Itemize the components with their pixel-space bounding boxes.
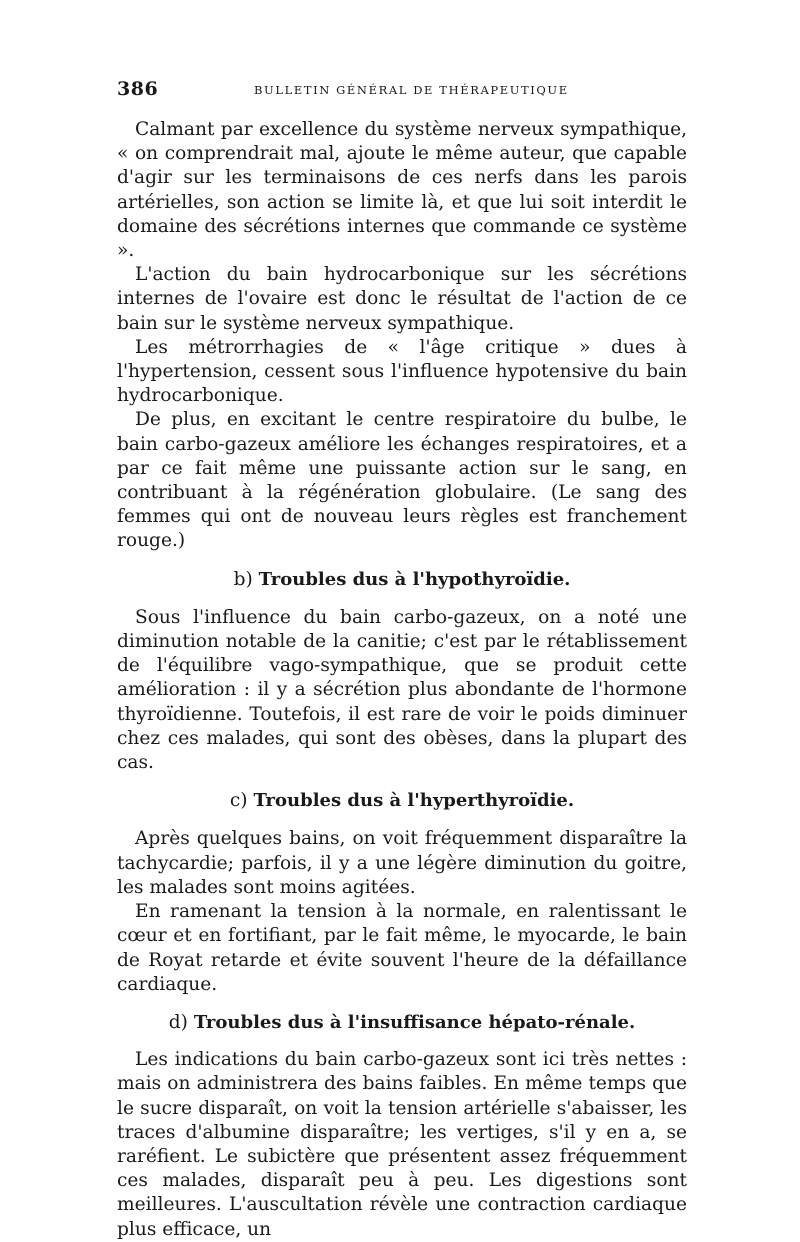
section-letter: c): [229, 790, 248, 812]
page-header: [117, 78, 707, 102]
paragraph: Les métrorrhagies de « l'âge critique » dues à l'hypertension, cessent sous l'influence hypotensive du bain hydrocarbonique.: [117, 336, 687, 407]
section-heading-d: [117, 1011, 687, 1035]
section-heading-b: [117, 568, 687, 592]
paragraph: L'action du bain hydrocarbonique sur les sécrétions internes de l'ovaire est donc le résultat de l'action de ce bain sur le système nerveux sympathique.: [117, 264, 687, 334]
running-title: BULLETIN GÉNÉRAL DE THÉRAPEUTIQUE: [254, 83, 569, 97]
paragraph: Après quelques bains, on voit fréquemment disparaître la tachycardie; parfois, il y a une légère diminution du goitre, les malades sont moins agitées.: [117, 828, 687, 898]
section-title: Troubles dus à l'insuffisance hépato-rénale.: [193, 1011, 636, 1033]
paragraph: Sous l'influence du bain carbo-gazeux, on a noté une diminution notable de la canitie; c'est par le rétablissement de l'équilibre vago-sympathique, que se produit cette amélioration : il y a sécrétion plus abondante de l'hormone thyroïdienne. Toutefois, il est rare de voir le poids diminuer chez ces malades, qui sont des obèses, dans la plupart des cas.: [117, 606, 687, 774]
paragraph: De plus, en excitant le centre respiratoire du bulbe, le bain carbo-gazeux améliore les échanges respiratoires, et a par ce fait même une puissante action sur le sang, en contribuant à la régénération globulaire. (Le sang des femmes qui ont de nouveau leurs règles est franchement rouge.): [117, 409, 687, 552]
body-text: [117, 118, 687, 1242]
paragraph: Les indications du bain carbo-gazeux sont ici très nettes : mais on administrera des bains faibles. En même temps que le sucre disparaît, on voit la tension artérielle s'abaisser, les traces d'albumine disparaître; les vertiges, s'il y en a, se raréfient. Le subictère que présentent assez fréquemment ces malades, disparaît peu à peu. Les digestions sont meilleures. L'auscultation révèle une contraction cardiaque plus efficace, un: [117, 1049, 687, 1240]
paragraph: En ramenant la tension à la normale, en ralentissant le cœur et en fortifiant, par le fait même, le myocarde, le bain de Royat retarde et évite souvent l'heure de la défaillance cardiaque.: [117, 901, 687, 995]
page-number: 386: [117, 78, 159, 100]
section-title: Troubles dus à l'hyperthyroïdie.: [253, 790, 575, 812]
section-heading-c: [117, 789, 687, 813]
section-letter: b): [233, 568, 253, 590]
section-title: Troubles dus à l'hypothyroïdie.: [258, 568, 571, 590]
paragraph: Calmant par excellence du système nerveux sympathique, « on comprendrait mal, ajoute le même auteur, que capable d'agir sur les terminaisons de ces nerfs dans les parois artérielles, son action se limite là, et que lui soit interdit le domaine des sécrétions internes que commande ce système ».: [117, 119, 687, 262]
section-letter: d): [168, 1011, 188, 1033]
